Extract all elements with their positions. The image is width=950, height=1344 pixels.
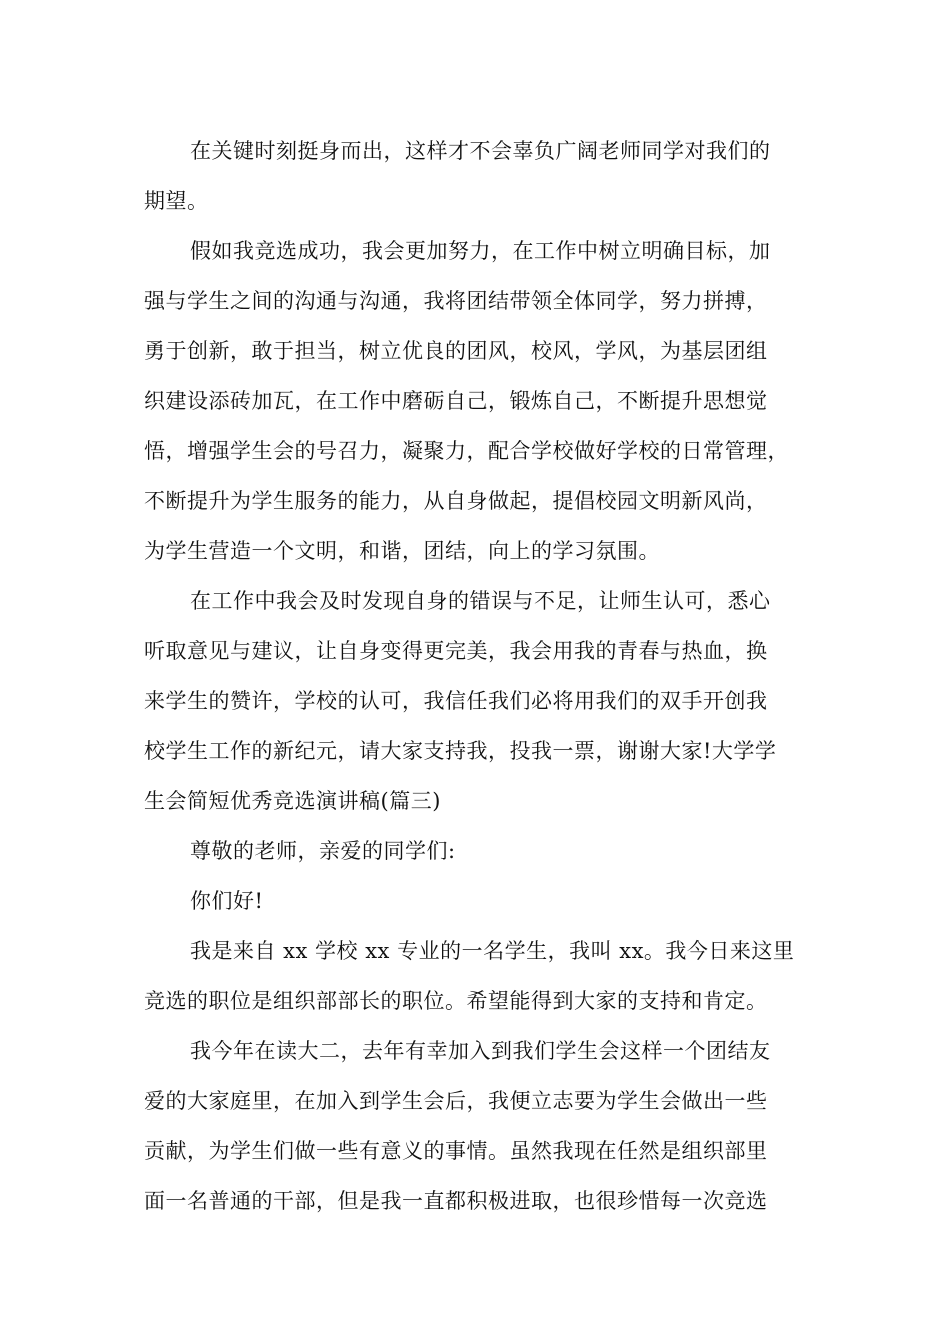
text-line: 不断提升为学生服务的能力，从自身做起，提倡校园文明新风尚， (144, 489, 768, 513)
text-line: 来学生的赞许，学校的认可，我信任我们必将用我们的双手开创我 (144, 689, 768, 713)
text-line: 为学生营造一个文明，和谐，团结，向上的学习氛围。 (144, 539, 660, 563)
text-line: 悟，增强学生会的号召力，凝聚力，配合学校做好学校的日常管理， (144, 439, 789, 463)
text-line: 织建设添砖加瓦，在工作中磨砺自己，锻炼自己，不断提升思想觉 (144, 389, 768, 413)
text-line: 校学生工作的新纪元，请大家支持我，投我一票，谢谢大家!大学学 (144, 739, 777, 763)
text-line: 我是来自 xx 学校 xx 专业的一名学生，我叫 xx。我今日来这里 (190, 939, 795, 963)
text-line: 勇于创新，敢于担当，树立优良的团风，校风，学风，为基层团组 (144, 339, 768, 363)
text-line: 尊敬的老师，亲爱的同学们: (190, 839, 456, 863)
text-line: 你们好! (190, 889, 264, 913)
text-line: 贡献，为学生们做一些有意义的事情。虽然我现在任然是组织部里 (144, 1139, 768, 1163)
text-line: 强与学生之间的沟通与沟通，我将团结带领全体同学，努力拼搏， (144, 289, 768, 313)
text-line: 假如我竞选成功，我会更加努力，在工作中树立明确目标，加 (190, 239, 771, 263)
text-line: 竞选的职位是组织部部长的职位。希望能得到大家的支持和肯定。 (144, 989, 768, 1013)
text-line: 面一名普通的干部，但是我一直都积极进取，也很珍惜每一次竞选 (144, 1189, 768, 1213)
text-line: 在关键时刻挺身而出，这样才不会辜负广阔老师同学对我们的 (190, 139, 771, 163)
text-line: 生会简短优秀竞选演讲稿(篇三) (144, 789, 441, 813)
text-line: 在工作中我会及时发现自身的错误与不足，让师生认可，悉心 (190, 589, 771, 613)
text-line: 听取意见与建议，让自身变得更完美，我会用我的青春与热血，换 (144, 639, 768, 663)
text-line: 期望。 (144, 189, 209, 213)
text-line: 我今年在读大二，去年有幸加入到我们学生会这样一个团结友 (190, 1039, 771, 1063)
text-line: 爱的大家庭里，在加入到学生会后，我便立志要为学生会做出一些 (144, 1089, 768, 1113)
